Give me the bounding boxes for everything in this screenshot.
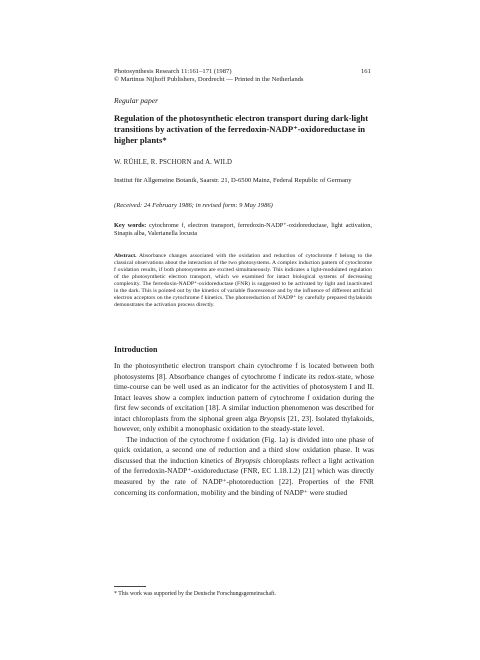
keywords [114,222,372,238]
abstract-label: Abstract. [114,253,137,259]
species-name: Bryopsis [234,455,261,465]
article-type: Regular paper [114,96,159,105]
authors: W. RÜHLE, R. PSCHORN and A. WILD [114,159,233,166]
journal-citation: Photosynthesis Research 11:161–171 (1987) [114,68,232,75]
section-heading: Introduction [114,345,158,354]
paragraph: The induction of the cytochrome f oxidation (Fig. 1a) is divided into one phase of quick oxidation, a second one of reduction and a third slow oxidation phase. It was discussed that the induction kinetics of Bryopsis chloroplasts reflect a light activation of the ferredoxin-NADP⁺-oxidoreductase (FNR, EC 1.18.1.2) [21] which was directly measured by the rate of NADP⁺-photoreduction [22]. Properties of the FNR concerning its conformation, mobility and the binding of NADP⁺ were studied [114,434,374,497]
footnote-rule [114,586,146,587]
introduction-body [114,361,374,498]
article-title: Regulation of the photosynthetic electron transport during dark-light transitions by activation of the ferredoxin-NADP⁺-oxidoreductase in higher plants* [114,113,369,146]
page-number: 161 [361,68,371,75]
paragraph: In the photosynthetic electron transport chain cytochrome f is located between both photosystems [8]. Absorbance changes of cytochrome f indicate its redox-state, whose time-course can be well used as an indicator for the activities of photosystem I and II. Intact leaves show a complex induction pattern of cytochrome f oxidation during the first few seconds of excitation [18]. A similar induction phenomenon was described for intact chloroplasts from the siphonal green alga Bryopsis [21, 23]. Isolated thylakoids, however, only exhibit a monophasic oxidation to the steady-state level. [114,361,374,434]
abstract-text: Absorbance changes associated with the oxidation and reduction of cytochrome f belong to the classical observations about the interaction of the two photosystems. A complex induction pattern of cytochrome f oxidation results, if both photosystems are excited simultaneously. This indicates a light-modulated regulation of the photosynthetic electron transport, which we examined for intact biological systems of decreasing complexity. The ferredoxin-NADP⁺-oxidoreductase (FNR) is suggested to be activated by light and inactivated in the dark. This is pointed out by the kinetics of variable fluorescence and by the influence of different artificial electron acceptors on the cytochrome f kinetics. The photoreduction of NADP⁺ by carefully prepared thylakoids demonstrates the activation process directly. [114,253,372,309]
abstract [114,253,372,309]
species-name: Bryopsis [259,413,286,423]
received-dates: (Received: 24 February 1986; in revised form: 9 May 1986) [114,202,273,209]
publisher-line: © Martinus Nijhoff Publishers, Dordrecht — Printed in the Netherlands [114,76,304,84]
footnote: * This work was supported by the Deutsche Forschungsgemeinschaft. [114,591,277,597]
keywords-text: cytochrome f, electron transport, ferredoxin-NADP⁺-oxidoreductase, light activation, Sinapis alba, Valerianella locusta [114,222,372,237]
keywords-label: Key words: [114,222,147,229]
running-header [114,68,378,85]
affiliation: Institut für Allgemeine Botanik, Saarstr. 21, D-6500 Mainz, Federal Republic of Germany [114,177,352,184]
